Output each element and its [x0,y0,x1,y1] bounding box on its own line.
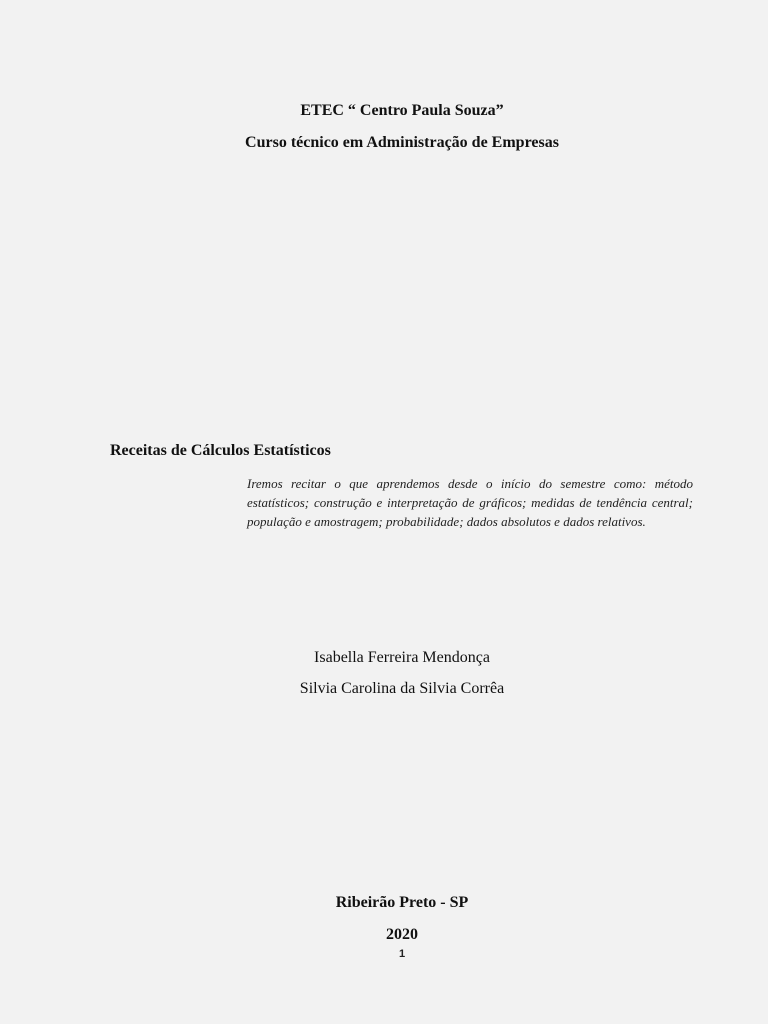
course-name: Curso técnico em Administração de Empresas [245,134,559,151]
page-number: 1 [398,948,406,960]
city-state: Ribeirão Preto - SP [335,894,469,911]
institution-name: ETEC “ Centro Paula Souza” [300,102,504,119]
work-abstract: Iremos recitar o que aprendemos desde o início do semestre como: método estatísticos; construção e interpretação de gráficos; medidas de tendência central; população e amostragem; probabilidade; dados absolutos e dados relativos. [247,476,693,529]
author-name: Isabella Ferreira Mendonça [314,649,490,666]
author-name: Silvia Carolina da Silvia Corrêa [299,680,505,697]
year: 2020 [386,926,418,943]
work-title: Receitas de Cálculos Estatísticos [110,442,331,459]
